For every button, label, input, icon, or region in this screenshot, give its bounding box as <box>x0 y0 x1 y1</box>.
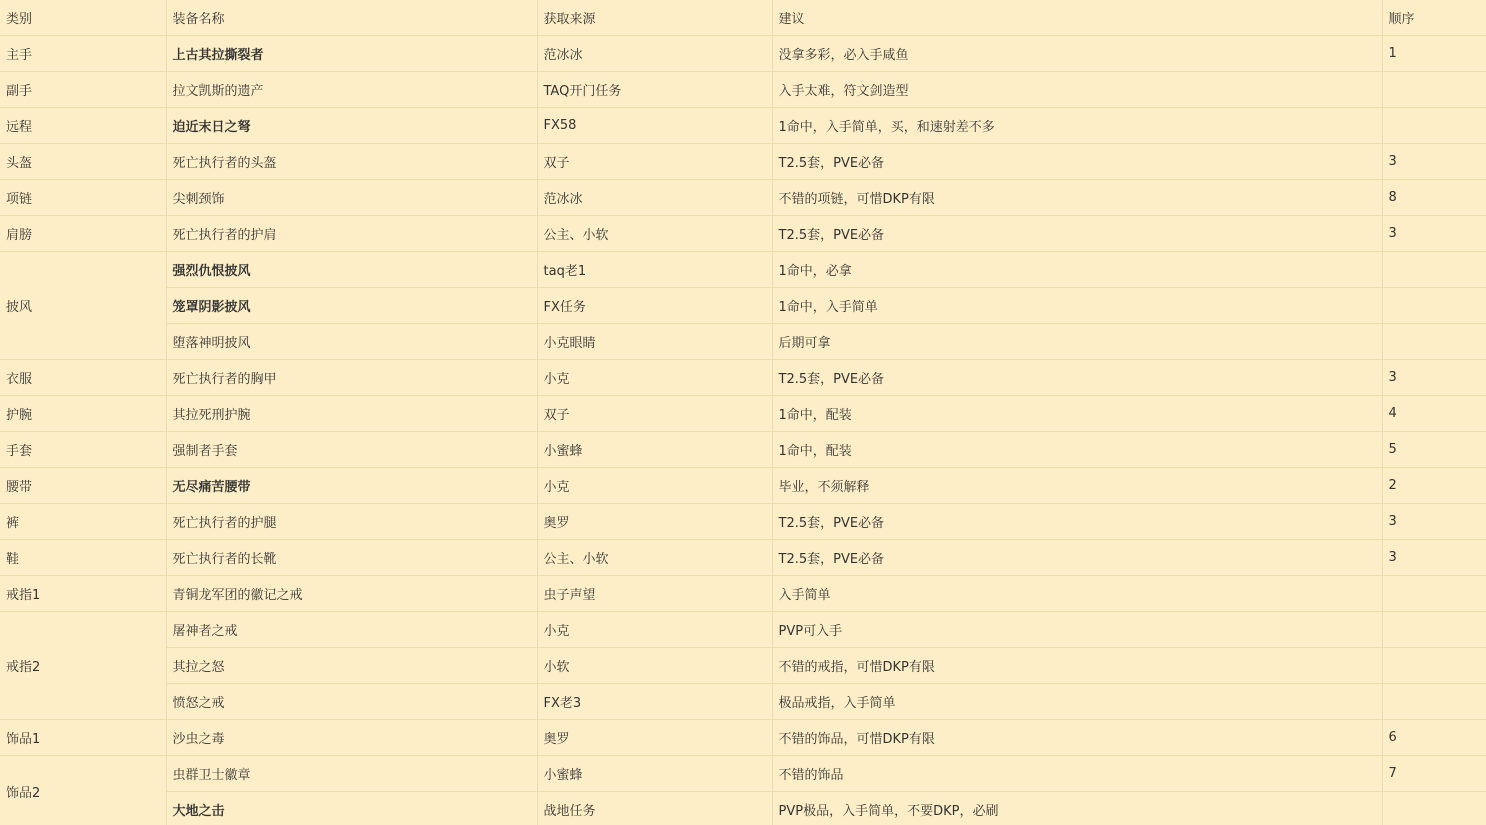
category-cell: 远程 <box>0 108 166 144</box>
category-cell: 项链 <box>0 180 166 216</box>
header-advice: 建议 <box>772 0 1382 36</box>
category-cell: 头盔 <box>0 144 166 180</box>
advice-cell: 不错的项链，可惜DKP有限 <box>772 180 1382 216</box>
source-cell: 双子 <box>537 144 772 180</box>
table-row <box>0 360 1486 396</box>
advice-cell: 入手太难，符文剑造型 <box>772 72 1382 108</box>
category-cell: 衣服 <box>0 360 166 396</box>
item-name-cell: 堕落神明披风 <box>166 324 537 360</box>
category-cell: 腰带 <box>0 468 166 504</box>
advice-cell: 不错的饰品 <box>772 756 1382 792</box>
source-cell: 双子 <box>537 396 772 432</box>
order-cell <box>1382 72 1486 108</box>
table-row <box>0 216 1486 252</box>
table-row <box>0 720 1486 756</box>
order-cell: 3 <box>1382 540 1486 576</box>
item-name-cell: 其拉死刑护腕 <box>166 396 537 432</box>
header-order: 顺序 <box>1382 0 1486 36</box>
advice-cell: 1命中，必拿 <box>772 252 1382 288</box>
order-cell <box>1382 252 1486 288</box>
table-row <box>0 252 1486 288</box>
table-row <box>0 432 1486 468</box>
source-cell: FX任务 <box>537 288 772 324</box>
item-name-cell: 屠神者之戒 <box>166 612 537 648</box>
advice-cell: 毕业，不须解释 <box>772 468 1382 504</box>
category-cell: 手套 <box>0 432 166 468</box>
item-name-cell: 愤怒之戒 <box>166 684 537 720</box>
item-name-cell: 虫群卫士徽章 <box>166 756 537 792</box>
table-row <box>0 72 1486 108</box>
order-cell <box>1382 324 1486 360</box>
source-cell: TAQ开门任务 <box>537 72 772 108</box>
table-row <box>0 612 1486 648</box>
order-cell: 3 <box>1382 216 1486 252</box>
header-row <box>0 0 1486 36</box>
source-cell: 小蜜蜂 <box>537 432 772 468</box>
advice-cell: 极品戒指，入手简单 <box>772 684 1382 720</box>
table-row <box>0 288 1486 324</box>
advice-cell: 入手简单 <box>772 576 1382 612</box>
source-cell: 小克眼睛 <box>537 324 772 360</box>
source-cell: 范冰冰 <box>537 36 772 72</box>
table-row <box>0 576 1486 612</box>
item-name-cell: 大地之击 <box>166 792 537 825</box>
item-name-cell: 死亡执行者的护肩 <box>166 216 537 252</box>
category-cell: 饰品2 <box>0 756 166 825</box>
table-body <box>0 36 1486 825</box>
order-cell <box>1382 684 1486 720</box>
order-cell: 3 <box>1382 144 1486 180</box>
advice-cell: T2.5套，PVE必备 <box>772 144 1382 180</box>
category-cell: 裤 <box>0 504 166 540</box>
advice-cell: T2.5套，PVE必备 <box>772 216 1382 252</box>
table-row <box>0 540 1486 576</box>
advice-cell: T2.5套，PVE必备 <box>772 360 1382 396</box>
header-source: 获取来源 <box>537 0 772 36</box>
table-row <box>0 792 1486 825</box>
item-name-cell: 沙虫之毒 <box>166 720 537 756</box>
source-cell: 小克 <box>537 612 772 648</box>
source-cell: FX58 <box>537 108 772 144</box>
source-cell: 公主、小软 <box>537 540 772 576</box>
advice-cell: 不错的饰品，可惜DKP有限 <box>772 720 1382 756</box>
order-cell: 4 <box>1382 396 1486 432</box>
source-cell: FX老3 <box>537 684 772 720</box>
advice-cell: 1命中，入手简单，买，和速射差不多 <box>772 108 1382 144</box>
category-cell: 披风 <box>0 252 166 360</box>
order-cell: 8 <box>1382 180 1486 216</box>
order-cell <box>1382 648 1486 684</box>
table-row <box>0 36 1486 72</box>
category-cell: 肩膀 <box>0 216 166 252</box>
order-cell <box>1382 576 1486 612</box>
item-name-cell: 笼罩阴影披风 <box>166 288 537 324</box>
order-cell <box>1382 792 1486 825</box>
category-cell: 戒指1 <box>0 576 166 612</box>
order-cell <box>1382 108 1486 144</box>
advice-cell: T2.5套，PVE必备 <box>772 540 1382 576</box>
item-name-cell: 死亡执行者的头盔 <box>166 144 537 180</box>
item-name-cell: 无尽痛苦腰带 <box>166 468 537 504</box>
order-cell: 1 <box>1382 36 1486 72</box>
item-name-cell: 强制者手套 <box>166 432 537 468</box>
table-row <box>0 324 1486 360</box>
source-cell: 公主、小软 <box>537 216 772 252</box>
table-row <box>0 144 1486 180</box>
advice-cell: 1命中，入手简单 <box>772 288 1382 324</box>
item-name-cell: 死亡执行者的长靴 <box>166 540 537 576</box>
order-cell: 3 <box>1382 360 1486 396</box>
item-name-cell: 死亡执行者的胸甲 <box>166 360 537 396</box>
source-cell: 奥罗 <box>537 504 772 540</box>
source-cell: 奥罗 <box>537 720 772 756</box>
header-category: 类别 <box>0 0 166 36</box>
order-cell <box>1382 288 1486 324</box>
table-row <box>0 108 1486 144</box>
table-row <box>0 684 1486 720</box>
item-name-cell: 其拉之怒 <box>166 648 537 684</box>
item-name-cell: 拉文凯斯的遗产 <box>166 72 537 108</box>
order-cell: 3 <box>1382 504 1486 540</box>
category-cell: 饰品1 <box>0 720 166 756</box>
source-cell: 战地任务 <box>537 792 772 825</box>
item-name-cell: 强烈仇恨披风 <box>166 252 537 288</box>
source-cell: 小克 <box>537 360 772 396</box>
table-row <box>0 648 1486 684</box>
advice-cell: 1命中，配装 <box>772 396 1382 432</box>
order-cell <box>1382 612 1486 648</box>
order-cell: 5 <box>1382 432 1486 468</box>
category-cell: 副手 <box>0 72 166 108</box>
item-name-cell: 上古其拉撕裂者 <box>166 36 537 72</box>
advice-cell: 后期可拿 <box>772 324 1382 360</box>
item-name-cell: 死亡执行者的护腿 <box>166 504 537 540</box>
table-row <box>0 504 1486 540</box>
source-cell: 虫子声望 <box>537 576 772 612</box>
advice-cell: PVP可入手 <box>772 612 1382 648</box>
source-cell: 小软 <box>537 648 772 684</box>
advice-cell: 没拿多彩，必入手咸鱼 <box>772 36 1382 72</box>
advice-cell: T2.5套，PVE必备 <box>772 504 1382 540</box>
item-name-cell: 迫近末日之弩 <box>166 108 537 144</box>
order-cell: 7 <box>1382 756 1486 792</box>
source-cell: 范冰冰 <box>537 180 772 216</box>
source-cell: 小克 <box>537 468 772 504</box>
item-name-cell: 青铜龙军团的徽记之戒 <box>166 576 537 612</box>
source-cell: taq老1 <box>537 252 772 288</box>
category-cell: 戒指2 <box>0 612 166 720</box>
advice-cell: 不错的戒指，可惜DKP有限 <box>772 648 1382 684</box>
table-row <box>0 468 1486 504</box>
table-row <box>0 756 1486 792</box>
advice-cell: 1命中，配装 <box>772 432 1382 468</box>
table-row <box>0 396 1486 432</box>
category-cell: 护腕 <box>0 396 166 432</box>
category-cell: 鞋 <box>0 540 166 576</box>
header-name: 装备名称 <box>166 0 537 36</box>
advice-cell: PVP极品，入手简单，不要DKP，必刷 <box>772 792 1382 825</box>
item-name-cell: 尖刺颈饰 <box>166 180 537 216</box>
order-cell: 6 <box>1382 720 1486 756</box>
order-cell: 2 <box>1382 468 1486 504</box>
category-cell: 主手 <box>0 36 166 72</box>
table-row <box>0 180 1486 216</box>
source-cell: 小蜜蜂 <box>537 756 772 792</box>
